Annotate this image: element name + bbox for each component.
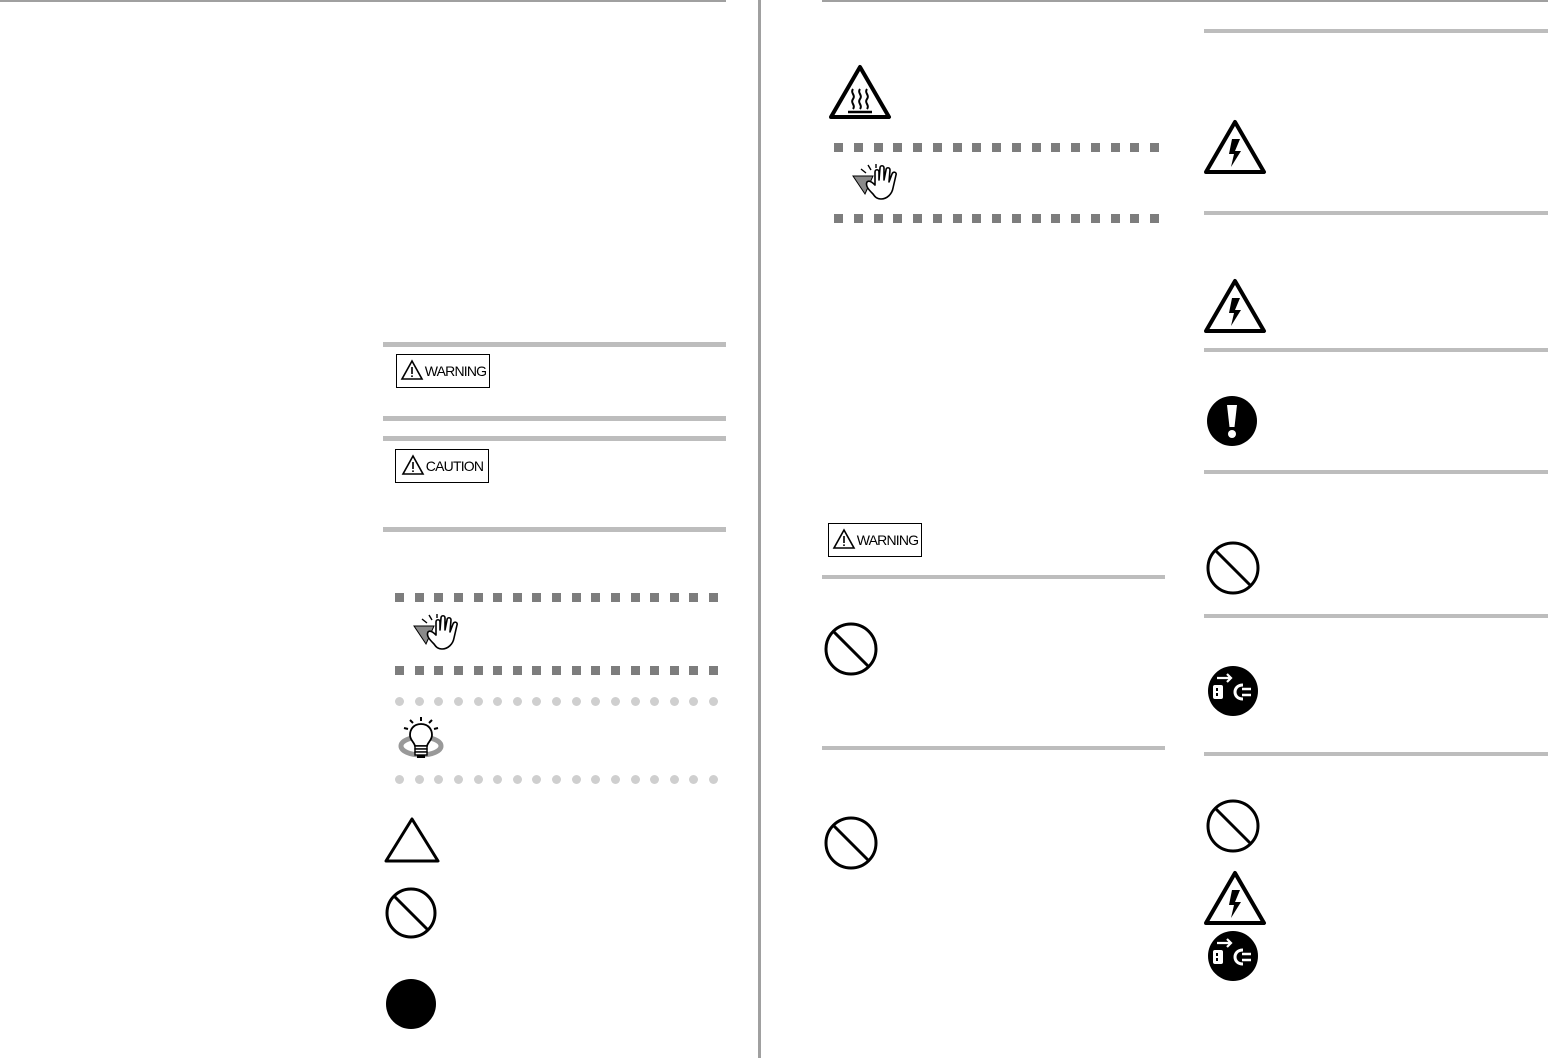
warning-triangle-icon bbox=[400, 359, 425, 384]
right-rule-1 bbox=[1204, 29, 1548, 33]
caution-triangle-icon bbox=[401, 454, 426, 479]
prohibited-icon bbox=[384, 886, 438, 945]
attention-hand-icon-2 bbox=[851, 164, 901, 207]
warning-section-bottom-rule bbox=[383, 416, 726, 421]
caution-label-text: CAUTION bbox=[425, 458, 484, 474]
warning-label-text-2: WARNING bbox=[856, 532, 919, 548]
unplug-icon bbox=[1207, 665, 1259, 722]
prohibited-icon-4 bbox=[1205, 540, 1261, 601]
electric-shock-icon-2 bbox=[1203, 278, 1267, 339]
prohibited-icon-3 bbox=[823, 815, 879, 876]
warning-section-top-rule bbox=[383, 342, 726, 347]
right-rule-3 bbox=[1204, 348, 1548, 352]
right-rule-2 bbox=[1204, 211, 1548, 215]
warning-label-2 bbox=[828, 523, 922, 557]
mid-rule-2 bbox=[822, 746, 1165, 750]
unplug-icon-2 bbox=[1207, 930, 1259, 987]
attention-bottom-border bbox=[395, 666, 718, 675]
attention-top-border bbox=[395, 593, 718, 602]
hot-surface-icon bbox=[828, 64, 892, 125]
exclamation-icon bbox=[1206, 395, 1258, 452]
top-rule-right bbox=[822, 0, 1548, 2]
prohibited-icon-5 bbox=[1205, 798, 1261, 859]
blank-triangle-icon bbox=[383, 816, 441, 869]
warning-label-text: WARNING bbox=[424, 363, 487, 379]
hint-top-border bbox=[395, 697, 718, 706]
attention-hand-icon bbox=[412, 614, 462, 657]
caution-section-top-rule bbox=[383, 436, 726, 441]
mid-rule-1 bbox=[822, 575, 1165, 579]
electric-shock-icon bbox=[1203, 119, 1267, 180]
top-rule-left bbox=[0, 0, 726, 2]
caution-label bbox=[395, 449, 489, 483]
right-rule-6 bbox=[1204, 752, 1548, 756]
hint-bottom-border bbox=[395, 775, 718, 784]
mandatory-circle-icon bbox=[385, 978, 437, 1035]
warning-triangle-icon-2 bbox=[832, 528, 857, 553]
prohibited-icon-2 bbox=[823, 621, 879, 682]
page-gutter-divider bbox=[758, 0, 761, 1058]
electric-shock-icon-3 bbox=[1203, 870, 1267, 931]
attention-top-border-2 bbox=[834, 143, 1159, 152]
caution-section-bottom-rule bbox=[383, 527, 726, 532]
hint-lightbulb-icon bbox=[398, 716, 446, 767]
attention-bottom-border-2 bbox=[834, 214, 1159, 223]
warning-label bbox=[396, 354, 490, 388]
right-rule-5 bbox=[1204, 614, 1548, 618]
right-rule-4 bbox=[1204, 470, 1548, 474]
